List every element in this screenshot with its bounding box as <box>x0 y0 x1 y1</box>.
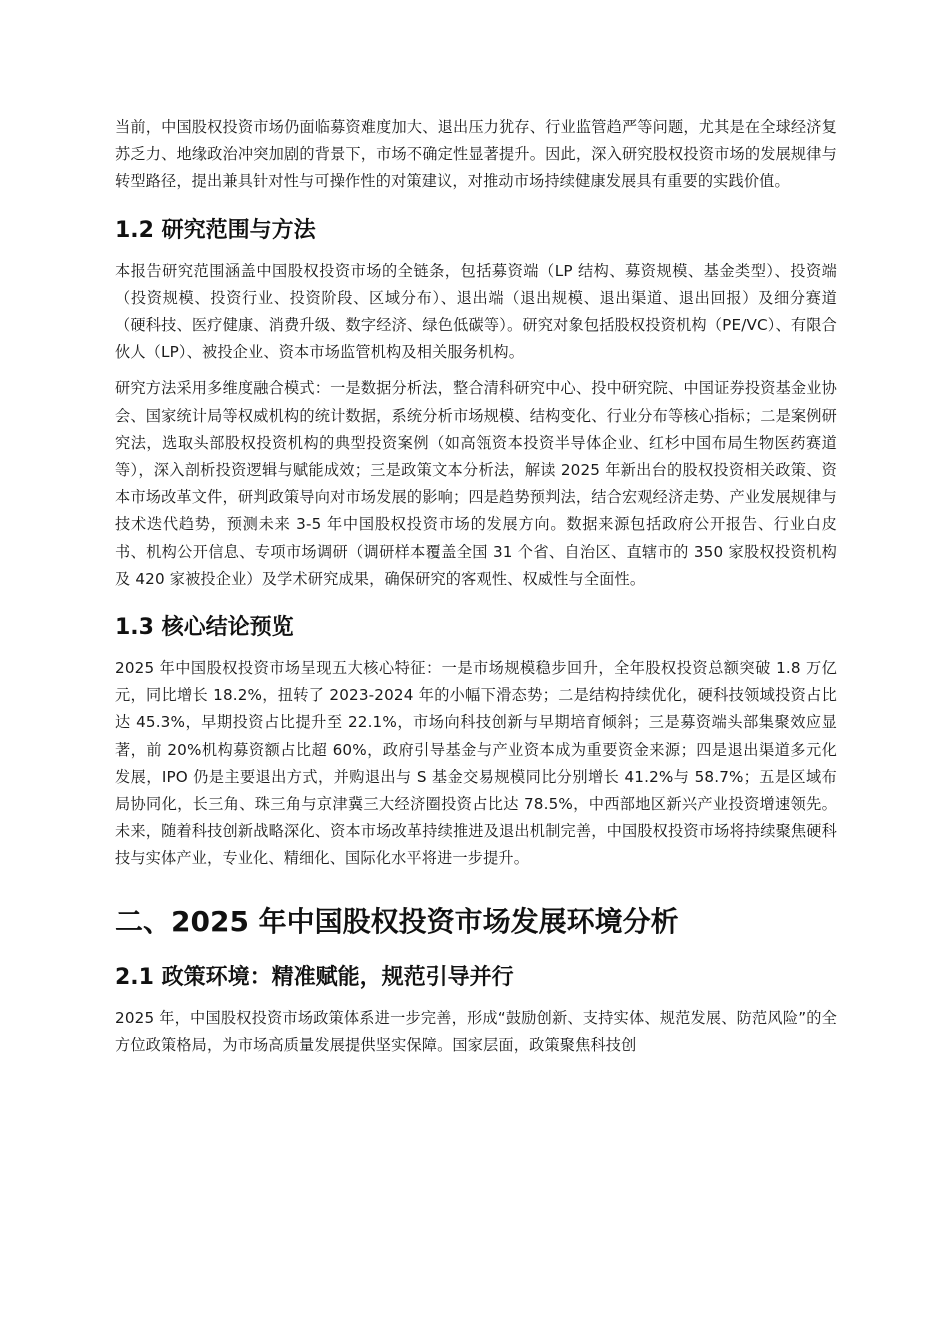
section-1-2-paragraph-2: 研究方法采用多维度融合模式：一是数据分析法，整合清科研究中心、投中研究院、中国证券投资基金业协会、国家统计局等权威机构的统计数据，系统分析市场规模、结构变化、行业分布等核心指标；二是案例研究法，选取头部股权投资机构的典型投资案例（如高瓴资本投资半导体企业、红杉中国布局生物医药赛道等），深入剖析投资逻辑与赋能成效；三是政策文本分析法，解读 2025 年新出台的股权投资相关政策、资本市场改革文件，研判政策导向对市场发展的影响；四是趋势预判法，结合宏观经济走势、产业发展规律与技术迭代趋势，预测未来 3-5 年中国股权投资市场的发展方向。数据来源包括政府公开报告、行业白皮书、机构公开信息、专项市场调研（调研样本覆盖全国 31 个省、自治区、直辖市的 350 家股权投资机构及 420 家被投企业）及学术研究成果，确保研究的客观性、权威性与全面性。 <box>115 379 837 588</box>
intro-paragraph: 当前，中国股权投资市场仍面临募资难度加大、退出压力犹存、行业监管趋严等问题，尤其是在全球经济复苏乏力、地缘政治冲突加剧的背景下，市场不确定性显著提升。因此，深入研究股权投资市场的发展规律与转型路径，提出兼具针对性与可操作性的对策建议，对推动市场持续健康发展具有重要的实践价值。 <box>115 118 837 191</box>
section-1-2-heading: 1.2 研究范围与方法 <box>115 217 316 243</box>
chapter-2-heading: 二、2025 年中国股权投资市场发展环境分析 <box>115 904 679 938</box>
section-2-1-heading: 2.1 政策环境：精准赋能，规范引导并行 <box>115 964 514 990</box>
section-1-3-paragraph-1: 2025 年中国股权投资市场呈现五大核心特征：一是市场规模稳步回升，全年股权投资总额突破 1.8 万亿元，同比增长 18.2%，扭转了 2023-2024 年的小幅下滑态势；二是结构持续优化，硬科技领域投资占比达 45.3%，早期投资占比提升至 22.1%，市场向科技创新与早期培育倾斜；三是募资端头部集聚效应显著，前 20%机构募资额占比超 60%，政府引导基金与产业资本成为重要资金来源；四是退出渠道多元化发展，IPO 仍是主要退出方式，并购退出与 S 基金交易规模同比分别增长 41.2%与 58.7%；五是区域布局协同化，长三角、珠三角与京津冀三大经济圈投资占比达 78.5%，中西部地区新兴产业投资增速领先。未来，随着科技创新战略深化、资本市场改革持续推进及退出机制完善，中国股权投资市场将持续聚焦硬科技与实体产业，专业化、精细化、国际化水平将进一步提升。 <box>115 659 837 868</box>
section-1-3-heading: 1.3 核心结论预览 <box>115 615 294 641</box>
section-1-2-paragraph-1: 本报告研究范围涵盖中国股权投资市场的全链条，包括募资端（LP 结构、募资规模、基金类型）、投资端（投资规模、投资行业、投资阶段、区域分布）、退出端（退出规模、退出渠道、退出回报）及细分赛道（硬科技、医疗健康、消费升级、数字经济、绿色低碳等）。研究对象包括股权投资机构（PE/VC）、有限合伙人（LP）、被投企业、资本市场监管机构及相关服务机构。 <box>115 261 837 362</box>
section-2-1-paragraph-1: 2025 年，中国股权投资市场政策体系进一步完善，形成“鼓励创新、支持实体、规范发展、防范风险”的全方位政策格局，为市场高质量发展提供坚实保障。国家层面，政策聚焦科技创 <box>115 1008 837 1054</box>
document-page <box>115 114 837 1068</box>
